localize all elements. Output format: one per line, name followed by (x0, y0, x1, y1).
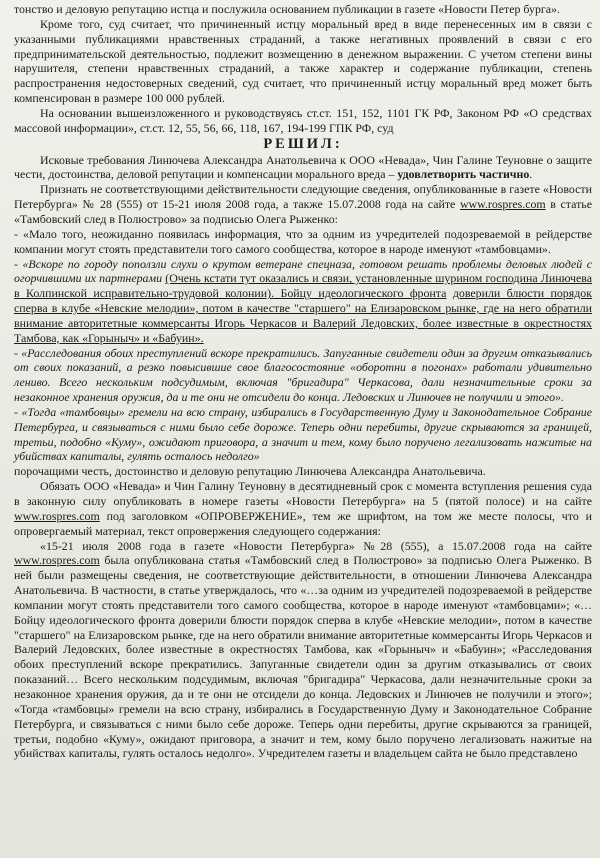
quote-2-rest: доверили блюсти порядок сперва в клубе «Невские мелодии», потом в качестве "старшего" на Елизаровском рынке, где на него обратили внимание авторитетные коммерсанты Игорь Черкасов и Валерий Ледовских, более известные в окрестностях Тамбова, как «Горыныч» и «Бабуин». (14, 286, 592, 345)
paragraph-reputation: тонство и деловую репутацию истца и послужила основанием публикации в газете «Новости Петер бурга». (14, 2, 560, 16)
quote-2-underlined: (Очень кстати тут оказались и связи, установленные шурином господина Линючева в Колпинской исправительно-трудовой колонии). Бойцу идеологического фронта (14, 271, 592, 301)
obligation-text-end: под заголовком «ОПРОВЕРЖЕНИЕ», тем же шрифтом, на том же месте полосы, что и опровергаемый материал, текст опровержения следующего содержания: (14, 508, 592, 538)
claims-verdict: удовлетворить частично (397, 167, 530, 182)
quote-3: - «Расследования обоих преступлений вскоре прекратились. Запуганные свидетели один за другим отказывались от своих показаний, а резко повысившие свое благосостояние «оборотни в погонах» работали удивительно лениво. Всего нескольким подсудимым, включая "бригадира" Черкасова, дали незначительные сроки за незаконное хранения оружия, да и те они не отсидели до конца. Ледовских и Линючев не получили и этого». (14, 345, 592, 405)
recognize-text: Признать не соответствующими действительности следующие сведения, опубликованные в газете «Новости Петербурга» № 28 (555) от 15-21 июля 2008 года, а также 15.07.2008 года на сайте (14, 182, 592, 212)
claims-text: Исковые требования Линючева Александра Анатольевича к ООО «Невада», Чин Галине Теуновне о защите чести, достоинства, деловой репутации и компенсации морального вреда – (14, 152, 592, 182)
rospres-link-3[interactable]: www.rospres.com (14, 553, 100, 568)
quote-4: - «Тогда «тамбовцы» гремели на всю страну, избирались в Государственную Думу и Законодательное Собрание Петербурга, и связываться с ними было себе дороже. Теперь одни перебиты, другие скрываются за границей, третьи, подобно «Куму», ожидают приговора, а значит и тем, кому было поручено легализовать нажитые на убийствах капиталы, гулять осталось недолго» (14, 404, 593, 464)
paragraph-moral-damage: Кроме того, суд считает, что причиненный истцу моральный вред в виде перенесенных им в связи с указанными публикациями нравственных страданий, а также негативных проявлений в связи с его предпринимательской деятельностью, подлежит возмещению в денежном выражении. С учетом степени вины нарушителя, степени нравственных страданий, а также характер и содержание публикации, степень распространения недостоверных сведений, суд считает, что причиненный истцу моральный вред может быть компенсирован в размере 100 000 рублей. (14, 16, 592, 106)
quote-3-text: «Расследования обоих преступлений вскоре прекратились. Запуганные свидетели один за другим отказывались от своих показаний, а резко повысившие свое благосостояние «оборотни в погонах» работали удивительно лениво. Всего нескольким подсудимым, включая "бригадира" Черкасова, дали незначительные сроки за незаконное хранения оружия, да и те они не отсидели до конца. Ледовских и Линючев не получили и этого». (14, 345, 592, 405)
quote-4-text: «Тогда «тамбовцы» гремели на всю страну, избирались в Государственную Думу и Законодательное Собрание Петербурга, и связываться с ними было себе дороже. Теперь одни перебиты, другие скрываются за границей, третьи, подобно «Куму», ожидают приговора, а значит и тем, кому было поручено легализовать нажитые на убийствах капиталы, гулять осталось недолго» (14, 404, 593, 464)
decision-heading: РЕШИЛ: (263, 135, 343, 152)
rospres-link-1[interactable]: www.rospres.com (459, 197, 546, 212)
paragraph-legal-basis: На основании вышеизложенного и руководствуясь ст.ст. 151, 152, 1101 ГК РФ, Законом РФ «О средствах массовой информации», ст.ст. 12, 55, 56, 66, 118, 167, 194-199 ГПК РФ, суд (14, 105, 592, 135)
refutation-text: «15-21 июля 2008 года в газете «Новости Петербурга» №28 (555), а 15.07.2008 года на сайте (40, 538, 592, 553)
recognize-text-end: в статье «Тамбовский след в Полюстрово» за подписью Олега Рыженко: (14, 197, 592, 226)
paragraph-obligation (14, 479, 592, 538)
paragraph-recognize (14, 182, 592, 227)
quote-1: - «Мало того, неожиданно появилась информация, что за одним из учредителей подозреваемой в рейдерстве компании могут стоять представители того самого сообщества, которое в народе именуют «тамбовцами». (14, 226, 592, 256)
refutation-text-end: была опубликована статья «Тамбовский след в Полюстрово» за подписью Олега Рыженко. В ней были размещены сведения, не соответствующие действительности, в отношении Линючева Александра Анатольевича. В частности, в статье утверждалось, что «…за одним из учредителей подозреваемой в рейдерстве компании могут стоять представители того самого сообщества, которое в народе именуют «тамбовцами»; «…Бойцу идеологического фронта доверили блюсти порядок сперва в клубе «Невские мелодии», потом в качестве "старшего" на Елизаровском рынке, где на него обратили внимание авторитетные коммерсанты Игорь Черкасов и Валерий Ледовских, более известные в окрестностях Тамбова, как «Горыныч» и «Бабуин»; «Расследования обоих преступлений вскоре прекратились. Запуганные свидетели один за другим отказывались от своих показаний… Всего нескольким подсудимым, включая "бригадира" Черкасова, дали незначительные сроки за незаконное хранения оружия, да и те они не отсидели до конца. Ледовских и Линючев не получили и этого»; «Тогда «тамбовцы» гремели на всю страну, избирались в Государственную Думу и Законодательное Собрание Петербурга, и связываться с ними было себе дороже. Теперь одни перебиты, другие скрываются за границей, третьи, подобно «Куму», ожидают приговора, а значит и тем, кому было поручено легализовать нажитые на убийствах капиталы, гулять осталось недолго». Учредителем газеты и владельцем сайта не было представлено (14, 553, 592, 761)
quote-1-text: «Мало того, неожиданно появилась информация, что за одним из учредителей подозреваемой в рейдерстве компании могут стоять представители того самого сообщества, которое в народе именуют «тамбовцами». (14, 226, 592, 256)
rospres-link-2[interactable]: www.rospres.com (14, 508, 100, 523)
paragraph-refutation (14, 539, 592, 762)
quote-2-italic: «Вскоре по городу поползли слухи о крутом ветеране спецназа, готовом решать проблемы деловых людей с огорчившими их партнерами (14, 256, 592, 286)
quote-2: - «Вскоре по городу поползли слухи о крутом ветеране спецназа, готовом решать проблемы деловых людей с огорчившими их партнерами (Очень кстати тут оказались и связи, установленные шурином господина Линючева в Колпинской исправительно-трудовой колонии). Бойцу идеологического фронта доверили блюсти порядок сперва в клубе «Невские мелодии», потом в качестве "старшего" на Елизаровском рынке, где на него обратили внимание авторитетные коммерсанты Игорь Черкасов и Валерий Ледовских, более известные в окрестностях Тамбова, как «Горыныч» и «Бабуин». (14, 256, 592, 345)
paragraph-claims (14, 153, 592, 183)
paragraph-defaming: порочащими честь, достоинство и деловую репутацию Линючева Александра Анатольевича. (14, 464, 486, 479)
claims-end: . (529, 167, 533, 182)
obligation-text: Обязать ООО «Невада» и Чин Галину Теуновну в десятидневный срок с момента вступления решения суда в законную силу опубликовать в номере газеты «Новости Петербурга» на 5 (пятой полосе) и на сайте (14, 479, 592, 508)
